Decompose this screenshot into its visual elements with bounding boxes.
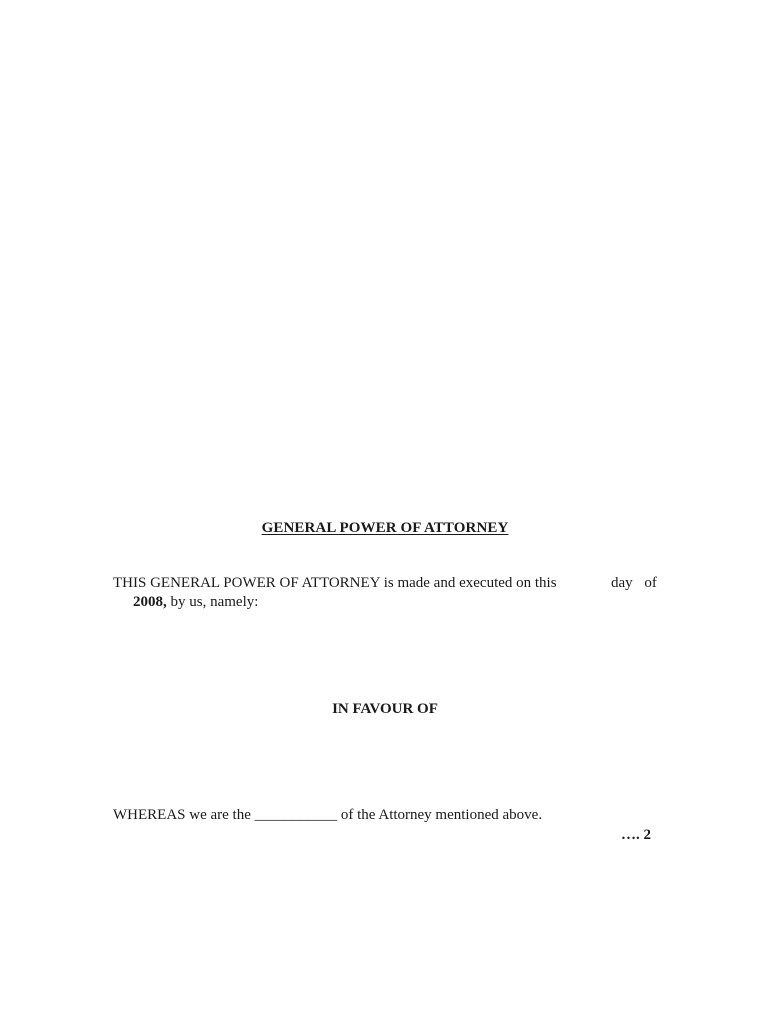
in-favour-of-heading: IN FAVOUR OF [332,701,438,717]
page-continuation-marker: …. 2 [621,827,651,843]
document-title: GENERAL POWER OF ATTORNEY [261,520,509,536]
intro-text-line1: THIS GENERAL POWER OF ATTORNEY is made and executed on this [113,575,557,591]
intro-parties-label: by us, namely: [166,594,259,610]
intro-year: 2008, [133,594,167,610]
intro-text-line2 [133,594,258,611]
whereas-clause: WHEREAS we are the ___________ of the Attorney mentioned above. [113,807,543,823]
intro-day-of: day of [611,575,657,591]
